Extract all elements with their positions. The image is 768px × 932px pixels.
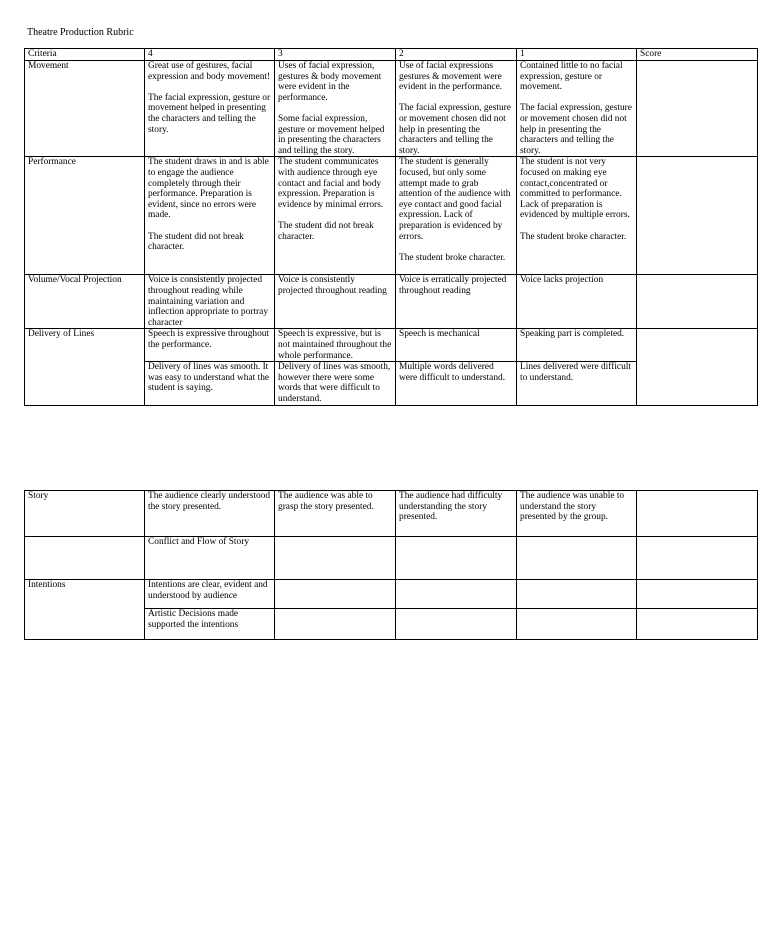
intentions-a-level-4: Intentions are clear, evident and understood by audience (145, 580, 275, 609)
delivery-b-level-1: Lines delivered were difficult to understand. (517, 362, 637, 406)
delivery-b-level-3: Delivery of lines was smooth, however there were some words that were difficult to understand. (275, 362, 396, 406)
performance-level-1 (517, 157, 637, 275)
story-a-level-4: The audience clearly understood the story presented. (145, 491, 275, 537)
story-a-score (637, 491, 758, 537)
intentions-b-level-1 (517, 609, 637, 640)
intentions-a-level-2 (396, 580, 517, 609)
intentions-a-level-3 (275, 580, 396, 609)
movement-level-2 (396, 61, 517, 157)
movement-level-4 (145, 61, 275, 157)
page-title: Theatre Production Rubric (27, 27, 134, 38)
row-intentions-a (25, 580, 758, 609)
performance-4-text-2: The student did not break character. (148, 231, 244, 253)
criteria-intentions: Intentions (25, 580, 145, 640)
movement-4-text-2: The facial expression, gesture or movement helped in presenting the characters and telling the story. (148, 92, 271, 135)
intentions-b-level-4: Artistic Decisions made supported the intentions (145, 609, 275, 640)
story-b-criteria (25, 537, 145, 580)
performance-level-2 (396, 157, 517, 275)
story-a-level-2: The audience had difficulty understanding the story presented. (396, 491, 517, 537)
volume-score (637, 275, 758, 329)
performance-level-3 (275, 157, 396, 275)
delivery-a-level-3: Speech is expressive, but is not maintained throughout the whole performance. (275, 329, 396, 362)
delivery-b-level-2: Multiple words delivered were difficult to understand. (396, 362, 517, 406)
performance-1-text-2: The student broke character. (520, 231, 627, 242)
performance-1-text-1: The student is not very focused on making eye contact,concentrated or committed to performance. Lack of preparation is evidenced by multiple errors. (520, 157, 630, 221)
volume-level-3: Voice is consistently projected throughout reading (275, 275, 396, 329)
movement-3-text-2: Some facial expression, gesture or movement helped in presenting the characters and telling the story. (278, 113, 385, 156)
intentions-b-level-2 (396, 609, 517, 640)
movement-level-1 (517, 61, 637, 157)
row-story-b (25, 537, 758, 580)
row-volume (25, 275, 758, 329)
header-row (25, 49, 758, 61)
intentions-a-score (637, 580, 758, 609)
performance-4-text-1: The student draws in and is able to engage the audience completely through their performance. Preparation is evident, since no errors were made. (148, 157, 269, 221)
delivery-a-level-1: Speaking part is completed. (517, 329, 637, 362)
criteria-performance: Performance (25, 157, 145, 275)
header-score-3: 3 (275, 49, 396, 61)
volume-level-1: Voice lacks projection (517, 275, 637, 329)
delivery-a-level-2: Speech is mechanical (396, 329, 517, 362)
movement-2-text-2: The facial expression, gesture or movement chosen did not help in presenting the characters and telling the story. (399, 103, 511, 156)
story-b-level-3 (275, 537, 396, 580)
row-story-a (25, 491, 758, 537)
performance-2-text-2: The student broke character. (399, 252, 506, 263)
rubric-table-main (24, 48, 758, 406)
performance-score (637, 157, 758, 275)
header-score-2: 2 (396, 49, 517, 61)
movement-2-text-1: Use of facial expressions gestures & movement were evident in the performance. (399, 61, 503, 93)
delivery-score (637, 329, 758, 406)
story-a-level-1: The audience was unable to understand the story presented by the group. (517, 491, 637, 537)
performance-level-4 (145, 157, 275, 275)
performance-3-text-2: The student did not break character. (278, 220, 374, 242)
header-score-1: 1 (517, 49, 637, 61)
movement-score (637, 61, 758, 157)
volume-level-2: Voice is erratically projected throughout reading (396, 275, 517, 329)
performance-2-text-1: The student is generally focused, but only some attempt made to grab attention of the audience with eye contact and good facial expression. Lack of preparation is evidenced by errors. (399, 157, 511, 242)
movement-level-3 (275, 61, 396, 157)
intentions-b-score (637, 609, 758, 640)
rubric-table-secondary (24, 490, 758, 640)
delivery-a-level-4: Speech is expressive throughout the performance. (145, 329, 275, 362)
story-b-level-4: Conflict and Flow of Story (145, 537, 275, 580)
header-score-4: 4 (145, 49, 275, 61)
row-movement (25, 61, 758, 157)
story-b-score (637, 537, 758, 580)
header-score: Score (637, 49, 758, 61)
movement-3-text-1: Uses of facial expression, gestures & body movement were evident in the performance. (278, 61, 382, 103)
movement-1-text-1: Contained little to no facial expression, gesture or movement. (520, 61, 623, 93)
criteria-volume: Volume/Vocal Projection (25, 275, 145, 329)
delivery-b-level-4: Delivery of lines was smooth. It was easy to understand what the student is saying. (145, 362, 275, 406)
criteria-story: Story (25, 491, 145, 537)
row-delivery-a (25, 329, 758, 362)
intentions-a-level-1 (517, 580, 637, 609)
criteria-movement: Movement (25, 61, 145, 157)
intentions-b-level-3 (275, 609, 396, 640)
header-criteria: Criteria (25, 49, 145, 61)
movement-4-text-1: Great use of gestures, facial expression and body movement! (148, 61, 271, 82)
row-performance (25, 157, 758, 275)
story-b-level-1 (517, 537, 637, 580)
story-a-level-3: The audience was able to grasp the story presented. (275, 491, 396, 537)
movement-1-text-2: The facial expression, gesture or movement chosen did not help in presenting the characters and telling the story. (520, 103, 632, 156)
story-b-level-2 (396, 537, 517, 580)
performance-3-text-1: The student communicates with audience through eye contact and facial and body expression. Preparation is evidence by minimal errors. (278, 157, 384, 210)
criteria-delivery: Delivery of Lines (25, 329, 145, 406)
volume-level-4: Voice is consistently projected throughout reading while maintaining variation and inflection appropriate to portray character (145, 275, 275, 329)
